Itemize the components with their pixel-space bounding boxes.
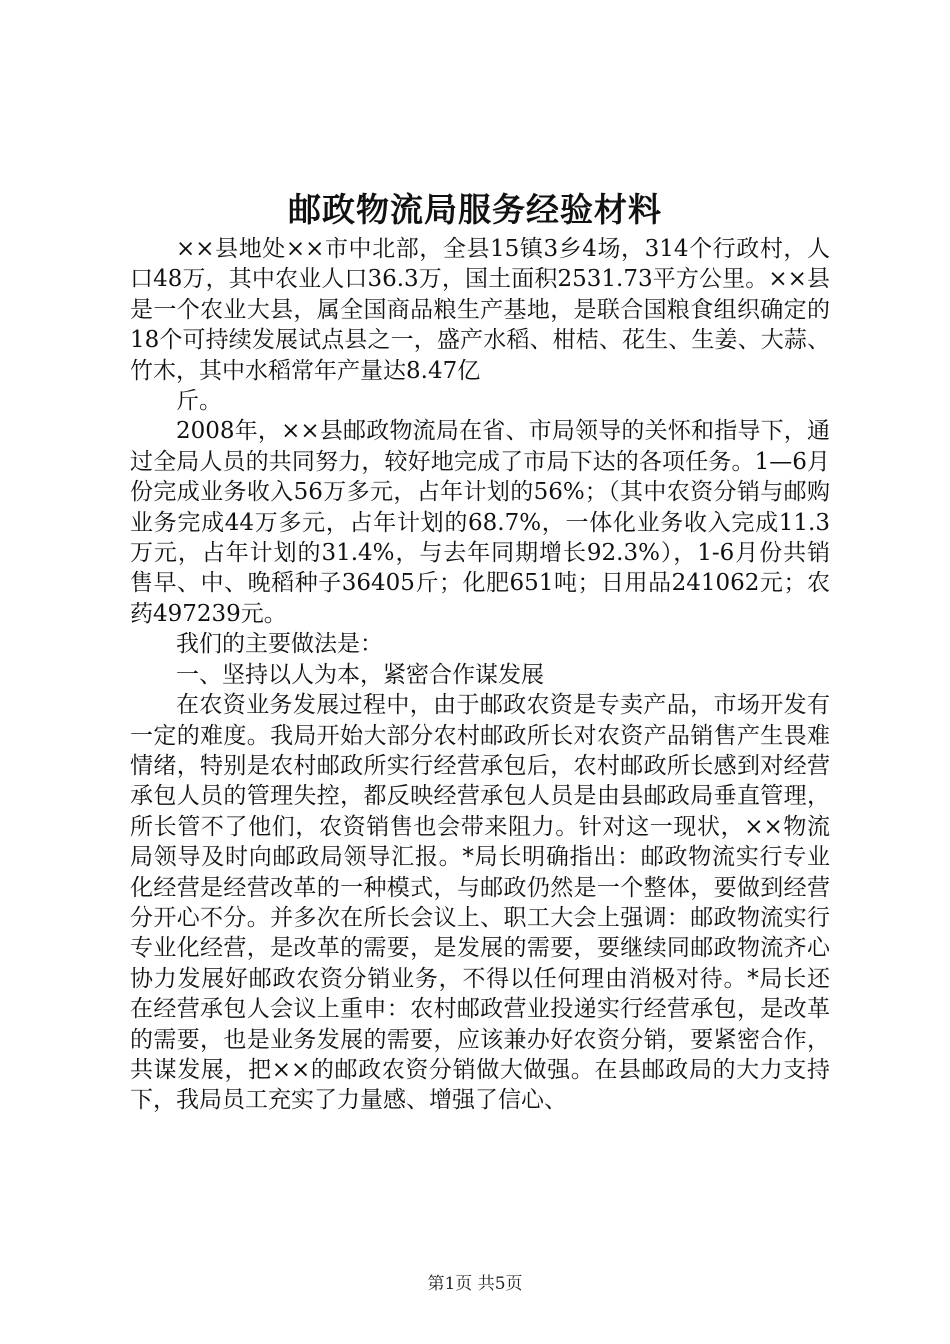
document-title: 邮政物流局服务经验材料 [288, 190, 662, 229]
page-footer: 第1页 共5页 [427, 1274, 523, 1294]
document-body [130, 234, 830, 1116]
paragraph-cooperation: 在农资业务发展过程中，由于邮政农资是专卖产品，市场开发有一定的难度。我局开始大部分农村邮政所长对农资产品销售产生畏难情绪，特别是农村邮政所实行经营承包后，农村邮政所长感到对经营承包人员的管理失控，都反映经营承包人员是由县邮政局垂直管理，所长管不了他们，农资销售也会带来阻力。针对这一现状，××物流局领导及时向邮政局领导汇报。*局长明确指出：邮政物流实行专业化经营是经营改革的一种模式，与邮政仍然是一个整体，要做到经营分开心不分。并多次在所长会议上、职工大会上强调：邮政物流实行专业化经营，是改革的需要，是发展的需要，要继续同邮政物流齐心协力发展好邮政农资分销业务，不得以任何理由消极对待。*局长还在经营承包人会议上重申：农村邮政营业投递实行经营承包，是改革的需要，也是业务发展的需要，应该兼办好农资分销，要紧密合作，共谋发展，把××的邮政农资分销做大做强。在县邮政局的大力支持下，我局员工充实了力量感、增强了信心、 [130, 692, 830, 1114]
paragraph-methods-intro: 我们的主要做法是： [176, 631, 383, 658]
paragraph-county-overview: ××县地处××市中北部，全县15镇3乡4场，314个行政村，人口48万，其中农业人口36.3万，国土面积2531.73平方公里。××县是一个农业大县，属全国商品粮生产基地，是联合国粮食组织确定的18个可持续发展试点县之一，盛产水稻、柑桔、花生、生姜、大蒜、竹木，其中水稻常年产量达8.47亿 [130, 236, 830, 384]
paragraph-2008-results: 2008年，××县邮政物流局在省、市局领导的关怀和指导下，通过全局人员的共同努力，较好地完成了市局下达的各项任务。1—6月份完成业务收入56万多元，占年计划的56%；（其中农资分销与邮购业务完成44万多元，占年计划的68.7%，一体化业务收入完成11.3万元，占年计划的31.4%，与去年同期增长92.3%），1-6月份共销售早、中、晚稻种子36405斤；化肥651吨；日用品241062元；农药497239元。 [130, 418, 830, 627]
paragraph-unit: 斤。 [176, 388, 222, 415]
section-heading-1: 一、坚持以人为本，紧密合作谋发展 [176, 661, 544, 688]
